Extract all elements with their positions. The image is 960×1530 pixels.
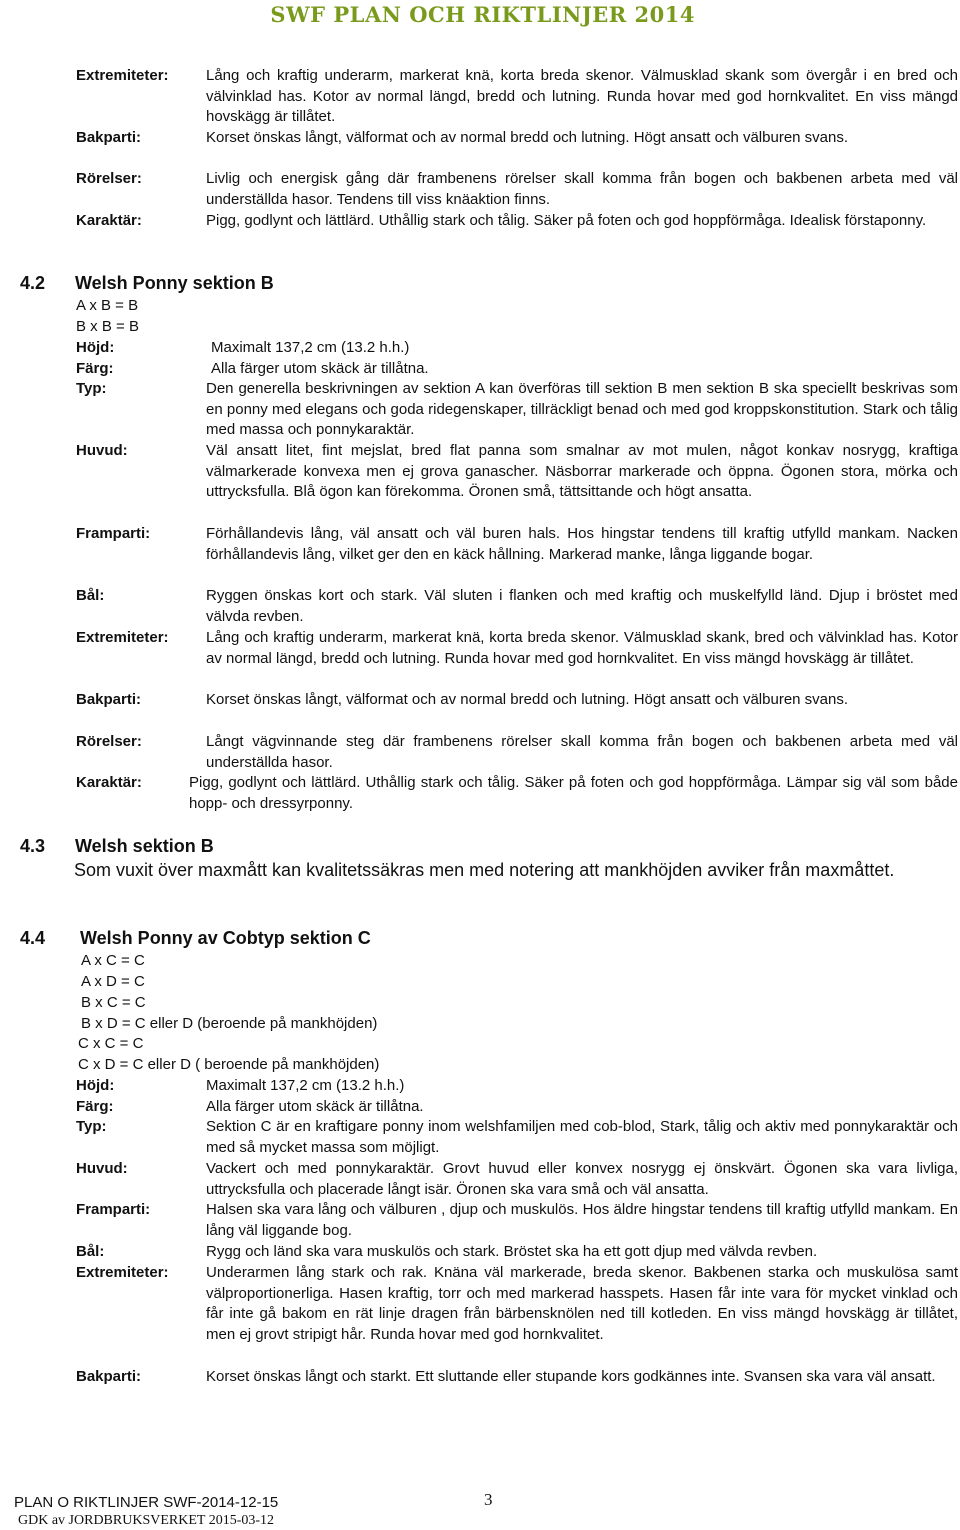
def-text: Pigg, godlynt och lättlärd. Uthållig stark och tålig. Säker på foten och god hoppförmåga. Lämpar sig väl som både hopp- och dressyrponny. xyxy=(189,774,958,812)
def-label: Extremiteter: xyxy=(76,629,169,646)
def-label: Karaktär: xyxy=(76,774,142,791)
page-header xyxy=(0,0,960,34)
def-text: Lång och kraftig underarm, markerat knä, korta breda skenor. Välmusklad skank, bred och välvinklad has. Kotor av normal längd, bredd och lutning. Runda hovar med god hornkvalitet. En viss mängd hovskägg är tillåtet. xyxy=(206,629,958,667)
def-text: Maximalt 137,2 cm (13.2 h.h.) xyxy=(211,339,410,356)
def-label: Bakparti: xyxy=(76,691,142,708)
cross-rule: C x D = C eller D ( beroende på mankhöjden) xyxy=(78,1056,380,1073)
def-text: Förhållandevis lång, väl ansatt och väl buren hals. Hos hingstar tendens till kraftig utfylld mankam. Nacken förhållandevis lång, vilket ger den en käck hållning. Markerad manke, långa liggande bogar. xyxy=(206,525,958,563)
cross-rule: A x C = C xyxy=(81,952,145,969)
def-text: Korset önskas långt, välformat och av normal bredd och lutning. Högt ansatt och välburen svans. xyxy=(206,129,849,146)
cross-rule: B x B = B xyxy=(76,318,139,335)
def-text: Halsen ska vara lång och välburen , djup och muskulös. Hos äldre hingstar tendens till kraftig utfylld mankam. En lång väl liggande bog. xyxy=(206,1201,958,1239)
def-text: Maximalt 137,2 cm (13.2 h.h.) xyxy=(206,1077,405,1094)
def-label: Bål: xyxy=(76,587,105,604)
section-number: 4.3 xyxy=(20,836,46,856)
def-label: Typ: xyxy=(76,380,107,397)
section-title: Welsh Ponny av Cobtyp sektion C xyxy=(80,928,371,948)
def-text: Väl ansatt litet, fint mejslat, bred flat panna som smalnar av mot mulen, något konkav nosrygg, kraftiga välmarkerade konvexa men ej grova ganascher. Näsborrar markerade och öppna. Ögonen stora, mörka och uttrycksfulla. Blå ögon kan förekomma. Öronen små, tättsittande och högt ansatta. xyxy=(206,442,958,501)
def-text: Alla färger utom skäck är tillåtna. xyxy=(206,1098,424,1115)
def-label: Huvud: xyxy=(76,1160,128,1177)
def-text: Pigg, godlynt och lättlärd. Uthållig stark och tålig. Säker på foten och god hoppförmåga. Idealisk förstaponny. xyxy=(206,212,927,229)
def-label: Bakparti: xyxy=(76,1368,142,1385)
cross-rule: A x B = B xyxy=(76,297,139,314)
def-label: Färg: xyxy=(76,1098,114,1115)
def-label: Höjd: xyxy=(76,1077,115,1094)
def-label: Bakparti: xyxy=(76,129,142,146)
def-label: Framparti: xyxy=(76,1201,151,1218)
def-label: Karaktär: xyxy=(76,212,142,229)
def-text: Vackert och med ponnykaraktär. Grovt huvud eller konvex nosrygg ej önskvärt. Ögonen ska vara livliga, uttrycksfulla och placerade långt isär. Öronen ska vara små och väl ansatta. xyxy=(206,1160,958,1198)
cross-rule: A x D = C xyxy=(81,973,145,990)
def-text: Lång och kraftig underarm, markerat knä, korta breda skenor. Välmusklad skank som övergår i en bred och välvinklad has. Kotor av normal längd, bredd och lutning. Runda hovar med god hornkvalitet. En viss mängd hovskägg är tillåtet. xyxy=(206,67,958,126)
def-label: Extremiteter: xyxy=(76,67,169,84)
footer-plan-line: PLAN O RIKTLINJER SWF-2014-12-15 xyxy=(14,1494,279,1511)
def-text: Korset önskas långt och starkt. Ett sluttande eller stupande kors godkännes inte. Svansen ska vara väl ansatt. xyxy=(206,1368,936,1385)
def-label: Rörelser: xyxy=(76,170,142,187)
page-number: 3 xyxy=(484,1490,493,1509)
cross-rule: B x D = C eller D (beroende på mankhöjden) xyxy=(81,1015,378,1032)
def-label: Färg: xyxy=(76,360,114,377)
section-title: Welsh sektion B xyxy=(75,836,214,856)
def-label: Framparti: xyxy=(76,525,151,542)
section-title: Welsh Ponny sektion B xyxy=(75,273,274,293)
section-number: 4.2 xyxy=(20,273,46,293)
def-text: Långt vägvinnande steg där frambenens rörelser skall komma från bogen och bakbenen arbeta med väl underställda hasor. xyxy=(206,733,958,771)
def-text: Ryggen önskas kort och stark. Väl sluten i flanken och med kraftig och muskelfylld länd. Djup i bröstet med välvda revben. xyxy=(206,587,958,625)
def-label: Höjd: xyxy=(76,339,115,356)
def-text: Alla färger utom skäck är tillåtna. xyxy=(211,360,429,377)
header-title: SWF PLAN OCH RIKTLINJER 2014 xyxy=(270,2,695,27)
def-text: Den generella beskrivningen av sektion A kan överföras till sektion B men sektion B ska speciellt beskrivas som en ponny med elegans och goda ridegenskaper, tillräckligt benad och med god kroppskonstitution. Stark och tålig med massa och ponnykaraktär. xyxy=(206,380,958,439)
def-label: Bål: xyxy=(76,1243,105,1260)
def-label: Typ: xyxy=(76,1118,107,1135)
def-text: Livlig och energisk gång där frambenens rörelser skall komma från bogen och bakbenen arbeta med väl underställda hasor. Tendens till viss knäaktion finns. xyxy=(206,170,958,208)
def-text: Underarmen lång stark och rak. Knäna väl markerade, breda skenor. Bakbenen starka och muskulösa samt välproportionerliga. Hasen kraftig, torr och med markerad hasspets. Hasen får inte vara för mycket vinklad och får inte gå bakom en rät linje dragen från bärbensknölen ned till kotleden. En viss mängd hovskägg är tillåtet, men ej grovt stripigt hår. Runda hovar med god hornkvalitet. xyxy=(206,1264,958,1344)
def-label: Extremiteter: xyxy=(76,1264,169,1281)
section-paragraph: Som vuxit över maxmått kan kvalitetssäkras men med notering att mankhöjden avviker från maxmåttet. xyxy=(74,860,895,880)
cross-rule: B x C = C xyxy=(81,994,146,1011)
section-number: 4.4 xyxy=(20,928,46,948)
def-text: Sektion C är en kraftigare ponny inom welshfamiljen med cob-blod, Stark, tålig och aktiv med ponnykaraktär och med så mycket massa som möjligt. xyxy=(206,1118,958,1156)
def-label: Huvud: xyxy=(76,442,128,459)
footer-approval-line: GDK av JORDBRUKSVERKET 2015-03-12 xyxy=(18,1513,275,1528)
def-text: Rygg och länd ska vara muskulös och stark. Bröstet ska ha ett gott djup med välvda revben. xyxy=(206,1243,818,1260)
def-label: Rörelser: xyxy=(76,733,142,750)
def-text: Korset önskas långt, välformat och av normal bredd och lutning. Högt ansatt och välburen svans. xyxy=(206,691,849,708)
cross-rule: C x C = C xyxy=(78,1035,144,1052)
